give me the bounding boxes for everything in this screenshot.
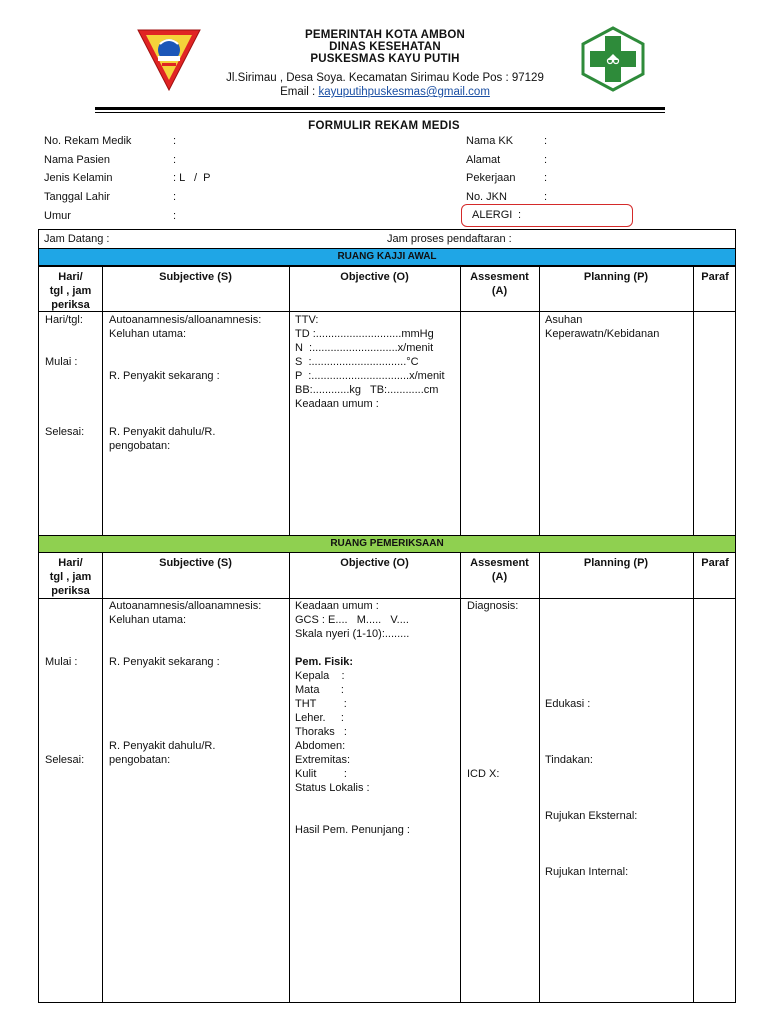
hari-tgl-label: Hari/tgl: — [45, 314, 83, 326]
field-label-nama-pasien: Nama Pasien — [44, 154, 111, 166]
col-header-subjective: Subjective (S) — [159, 557, 232, 569]
selesai-label: Selesai: — [45, 426, 85, 438]
planning-rujukan-internal: Rujukan Internal: — [545, 866, 629, 878]
col-header-hari: Hari/ tgl , jam periksa — [49, 557, 92, 597]
objective-pem-fisik: Pem. Fisik: — [295, 656, 354, 668]
field-value-tanggal-lahir[interactable]: : — [173, 191, 177, 203]
planning-edukasi: Edukasi : — [545, 698, 591, 710]
field-label-no-jkn: No. JKN — [466, 191, 507, 203]
field-value-jenis-kelamin[interactable]: : L / P — [173, 172, 211, 184]
jam-proses-label[interactable]: Jam proses pendaftaran : — [387, 233, 512, 245]
col-header-objective: Objective (O) — [340, 271, 409, 283]
col-divider — [693, 267, 694, 535]
objective-thoraks: Thoraks : — [295, 726, 347, 738]
col-divider — [289, 267, 290, 535]
assesment-diagnosis: Diagnosis: — [467, 600, 519, 612]
header-rule-thick — [95, 107, 665, 110]
subjective-autoanamnesis: Autoanamnesis/alloanamnesis: — [109, 314, 262, 326]
subjective-autoanamnesis: Autoanamnesis/alloanamnesis: — [109, 600, 262, 612]
col-header-objective: Objective (O) — [340, 557, 409, 569]
col-divider — [102, 553, 103, 1002]
planning-rujukan-eksternal: Rujukan Eksternal: — [545, 810, 638, 822]
section-ruang-pemeriksaan: RUANG PEMERIKSAAN — [38, 535, 736, 553]
col-header-paraf: Paraf — [701, 271, 729, 283]
jam-row — [38, 229, 736, 249]
section-ruang-kajji-awal: RUANG KAJJI AWAL — [38, 248, 736, 266]
objective-keadaan-umum: Keadaan umum : — [295, 600, 379, 612]
planning-keperawatan: Keperawatn/Kebidanan — [545, 328, 660, 340]
field-label-no-rekam-medik: No. Rekam Medik — [44, 135, 132, 147]
form-title: FORMULIR REKAM MEDIS — [308, 120, 460, 132]
objective-ttv: TTV: — [295, 314, 319, 326]
objective-leher: Leher. : — [295, 712, 344, 724]
objective-bb-tb: BB:............kg TB:............cm — [295, 384, 439, 396]
col-divider — [102, 267, 103, 535]
col-header-assesment: Assesment (A) — [470, 557, 529, 583]
objective-mata: Mata : — [295, 684, 344, 696]
objective-skala-nyeri: Skala nyeri (1-10):........ — [295, 628, 410, 640]
field-value-no-jkn[interactable]: : — [544, 191, 548, 203]
field-label-jenis-kelamin: Jenis Kelamin — [44, 172, 113, 184]
subjective-pengobatan: pengobatan: — [109, 754, 171, 766]
col-divider — [539, 267, 540, 535]
objective-nadi: N :............................x/menit — [295, 342, 434, 354]
objective-td: TD :............................mmHg — [295, 328, 434, 340]
header-rule-thin — [95, 112, 665, 113]
subjective-pengobatan: pengobatan: — [109, 440, 171, 452]
col-divider — [289, 553, 290, 1002]
header-divider — [39, 311, 735, 312]
objective-pernapasan: P :................................x/menit — [295, 370, 445, 382]
puskesmas-logo — [579, 26, 647, 92]
objective-extremitas: Extremitas: — [295, 754, 351, 766]
selesai-label: Selesai: — [45, 754, 85, 766]
planning-tindakan: Tindakan: — [545, 754, 593, 766]
field-value-alamat[interactable]: : — [544, 154, 548, 166]
field-value-alergi[interactable]: : — [518, 209, 522, 221]
subjective-penyakit-sekarang: R. Penyakit sekarang : — [109, 656, 220, 668]
field-value-umur[interactable]: : — [173, 210, 177, 222]
col-header-paraf: Paraf — [701, 557, 729, 569]
field-value-nama-pasien[interactable]: : — [173, 154, 177, 166]
col-header-hari: Hari/ tgl , jam periksa — [49, 271, 92, 311]
col-divider — [693, 553, 694, 1002]
col-header-planning: Planning (P) — [583, 271, 649, 283]
field-value-pekerjaan[interactable]: : — [544, 172, 548, 184]
col-header-planning: Planning (P) — [583, 557, 649, 569]
header-email-line — [190, 86, 580, 98]
planning-asuhan: Asuhan — [545, 314, 583, 326]
objective-hasil-penunjang: Hasil Pem. Penunjang : — [295, 824, 410, 836]
col-header-assesment: Assesment (A) — [470, 271, 529, 297]
subjective-keluhan-utama: Keluhan utama: — [109, 328, 187, 340]
field-label-tanggal-lahir: Tanggal Lahir — [44, 191, 111, 203]
jam-datang-label[interactable]: Jam Datang : — [44, 233, 110, 245]
objective-keadaan-umum: Keadaan umum : — [295, 398, 379, 410]
email-link[interactable]: kayuputihpuskesmas@gmail.com — [318, 86, 490, 98]
header-department: DINAS KESEHATAN — [329, 41, 441, 53]
field-value-nama-kk[interactable]: : — [544, 135, 548, 147]
section1-table — [38, 266, 736, 536]
mulai-label: Mulai : — [45, 356, 78, 368]
col-divider — [460, 553, 461, 1002]
objective-suhu: S :...............................°C — [295, 356, 419, 368]
field-label-alamat: Alamat — [466, 154, 501, 166]
header-government: PEMERINTAH KOTA AMBON — [304, 29, 466, 41]
field-label-alergi: ALERGI — [472, 209, 513, 221]
objective-kepala: Kepala : — [295, 670, 345, 682]
objective-abdomen: Abdomen: — [295, 740, 346, 752]
header-address: Jl.Sirimau , Desa Soya. Kecamatan Sirimau Kode Pos : 97129 — [226, 72, 544, 84]
objective-status-lokalis: Status Lokalis : — [295, 782, 370, 794]
assesment-icd-x: ICD X: — [467, 768, 500, 780]
email-label: Email : — [280, 86, 319, 98]
subjective-penyakit-dahulu: R. Penyakit dahulu/R. — [109, 740, 216, 752]
col-divider — [539, 553, 540, 1002]
objective-gcs: GCS : E.... M..... V.... — [295, 614, 409, 626]
subjective-keluhan-utama: Keluhan utama: — [109, 614, 187, 626]
header-puskesmas: PUSKESMAS KAYU PUTIH — [310, 53, 460, 65]
field-label-pekerjaan: Pekerjaan — [466, 172, 516, 184]
section2-table — [38, 552, 736, 1003]
subjective-penyakit-sekarang: R. Penyakit sekarang : — [109, 370, 220, 382]
mulai-label: Mulai : — [45, 656, 78, 668]
subjective-penyakit-dahulu: R. Penyakit dahulu/R. — [109, 426, 216, 438]
field-label-nama-kk: Nama KK — [466, 135, 514, 147]
field-label-umur: Umur — [44, 210, 71, 222]
col-divider — [460, 267, 461, 535]
objective-tht: THT : — [295, 698, 347, 710]
col-header-subjective: Subjective (S) — [159, 271, 232, 283]
field-value-no-rekam-medik[interactable]: : — [173, 135, 177, 147]
objective-kulit: Kulit : — [295, 768, 347, 780]
